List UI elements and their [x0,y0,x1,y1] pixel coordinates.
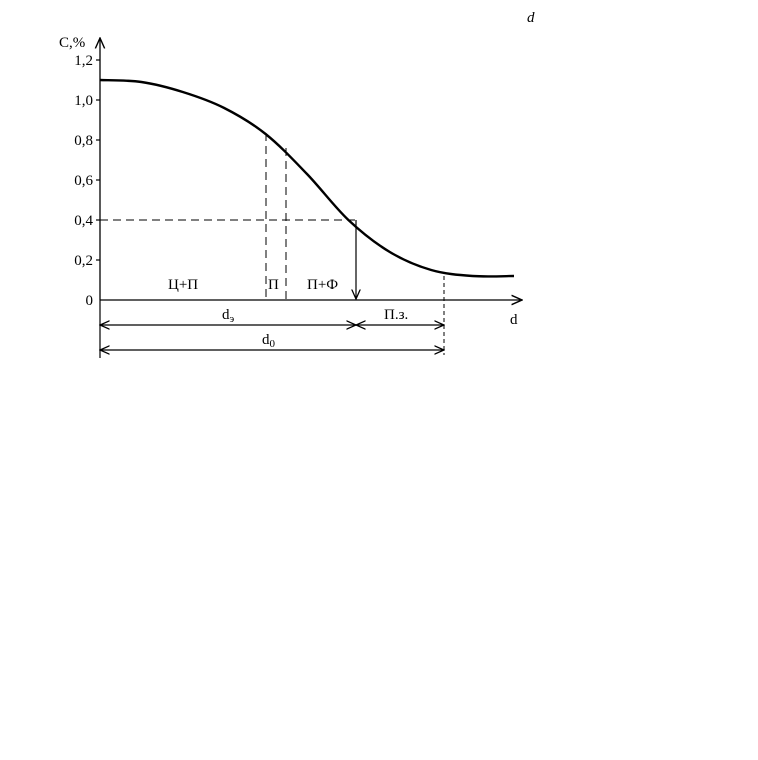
y-tick-label: 0,8 [74,133,93,149]
dim-label-d-0: $d_0$ [262,332,275,350]
y-axis-title: C,% [59,35,86,51]
y-tick-label: 0,2 [74,253,93,269]
x-axis-title: d [510,312,518,328]
y-tick-label: 0 [85,293,93,309]
y-tick-label: 1,2 [74,53,93,69]
zone-label-2: П [268,277,279,293]
dim-label-pz: П.з. [384,307,409,323]
y-tick-label: 1,0 [74,93,93,109]
zone-label-1: Ц+П [168,277,199,293]
dim-label-d-e: $d_э$ [222,307,235,325]
y-tick-label: 0,4 [74,213,93,229]
y-ticks [74,53,100,309]
corner-label: d [527,10,535,26]
series-curve [100,80,514,276]
y-tick-label: 0,6 [74,173,93,189]
zone-label-3: П+Ф [307,277,339,293]
